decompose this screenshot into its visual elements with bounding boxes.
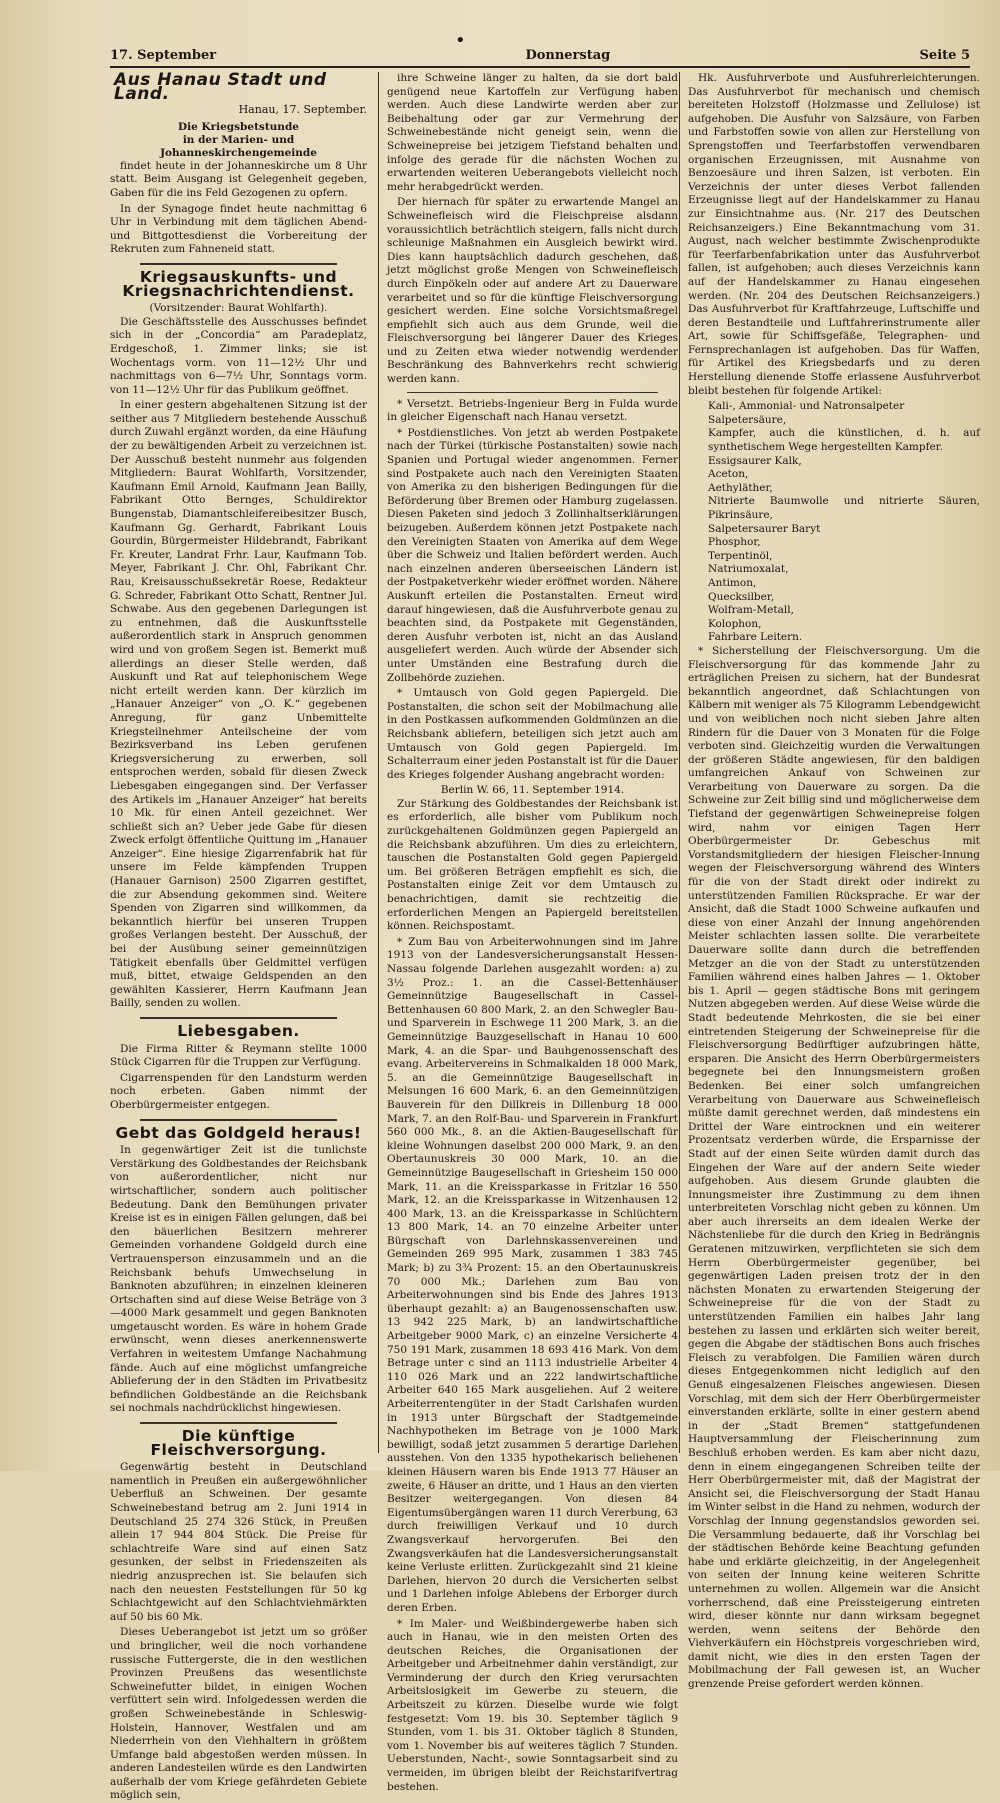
list-item: Antimon, — [708, 576, 757, 589]
page-header — [110, 44, 970, 68]
article-paragraph: Cigarrenspenden für den Landsturm werden noch erbeten. Gaben nimmt der Oberbürgermeister entgegen. — [110, 1071, 367, 1111]
list-item: Natriumoxalat, — [708, 563, 789, 576]
list-item: Fahrbare Leitern. — [708, 631, 803, 644]
header-date: 17. September — [110, 47, 217, 63]
list-item: Aceton, — [708, 468, 749, 481]
article-paragraph: In gegenwärtiger Zeit ist die tunlichste Verstärkung des Goldbestandes der Reichsbank von außerordentlicher, nicht nur wirtschaftlicher, sondern auch politischer Bedeutung. Dank den Bemühungen privater Kreise ist es in einigen Fällen gelungen, daß bei den bäuerlichen Besitzern mehrerer Gemeinden vorhandene Goldgeld durch eine Vertrauensperson einzusammeln und an die Reichsbank behufs Umwechselung in Banknoten abzuführen; in einzelnen kleineren Ortschaften sind auf diese Weise Beträge von 3—4000 Mark gesammelt und gegen Banknoten umgetauscht worden. Es wäre in hohem Grade erwünscht, wenn dieses anerkennenswerte Verfahren in weitestem Umfange Nachahmung fände. Auch auf eine möglichst umfangreiche Ablieferung der in den Städten im Privatbesitz befindlichen Goldbestände an die Reichsbank sei nochmals nachdrücklichst hingewiesen. — [110, 1144, 367, 1415]
export-ban-list — [688, 400, 980, 645]
article-byline: (Vorsitzender: Baurat Wohlfarth). — [149, 302, 328, 315]
article-paragraph: In der Synagoge findet heute nachmittag 6 Uhr in Verbindung mit dem täglichen Abend- und Bittgottesdienst die Vorbereitung der Rekruten zum Fahneneid statt. — [110, 202, 367, 256]
news-item: * Postdienstliches. Von jetzt ab werden Postpakete nach der Türkei (türkische Postanstalten) sowie nach Spanien und Portugal wieder angenommen. Ferner sind Postpakete auch nach den Vereinigten Staaten von Amerika zu den bisherigen Bedingungen für die Beförderung über Bremen oder Hamburg zugelassen. Diesen Paketen sind jedoch 3 Zollinhaltserklärungen beizugeben. Außerdem können jetzt Postpakete nach den Vereinigten Staaten von Amerika auf dem Wege über die Schweiz und Italien befördert werden. Auch nach einzelnen anderen überseeischen Ländern ist der Postpaketverkehr wieder eröffnet worden. Nähere Auskunft erteilen die Postanstalten. Erneut wird darauf hingewiesen, daß die Ausfuhrverbote genau zu beachten sind, da Postpakete mit Gegenständen, deren Ausfuhr verboten ist, nicht an das Ausland ausgeliefert werden. Auch würde der Absender sich unter Umständen eine Bestrafung durch die Zollbehörde zuziehen. — [387, 426, 678, 684]
list-item: Quecksilber, — [708, 590, 775, 603]
article-paragraph: Die Geschäftsstelle des Ausschusses befindet sich in der „Concordia“ am Paradeplatz, Erdgeschoß, 1. Zimmer links; sie ist Wochentags vorm. von 11—12½ Uhr und nachmittags von 6—7½ Uhr, Sonntags vorm. von 11—12½ Uhr für das Publikum geöffnet. — [110, 315, 367, 396]
column-2 — [378, 72, 678, 1793]
article-paragraph: Gegenwärtig besteht in Deutschland namentlich in Preußen ein außergewöhnlicher Ueberfluß an Schweinen. Der gesamte Schweinebestand betrug am 2. Juni 1914 in Deutschland 25 274 326 Stück, in Preußen allein 17 944 804 Stück. Die Preise für schlachtreife Ware sind auf einen Satz gesunken, der selbst in Friedenszeiten als niedrig anzusprechen ist. Sie belaufen sich nach den neuesten Feststellungen für 50 kg Schlachtgewicht auf den Schlachtviehmärkten auf 50 bis 60 Mk. — [110, 1461, 367, 1623]
header-weekday: Donnerstag — [525, 47, 611, 63]
news-item: * Sicherstellung der Fleischversorgung. Um die Fleischversorgung für das kommende Jahr zu erträglichen Preisen zu sichern, hat der Bundesrat bekanntlich angeordnet, daß Schlachtungen von Kälbern mit weniger als 75 Kilogramm Lebendgewicht und von weiblichen noch nicht sieben Jahre alten Rindern für die Dauer von 3 Monaten für die Folge verboten sind. Gleichzeitig wurden die Verwaltungen der größeren Städte angewiesen, für den baldigen umfangreichen Ankauf von Schweinen zur Verarbeitung von Dauerware zu sorgen. Da die Schweine zur Zeit billig sind und möglicherweise dem Tiefstand der gegenwärtigen Schweinepreise folgen wird, nahm vor einigen Tagen Herr Oberbürgermeister Dr. Gebeschus mit Vorstandsmitgliedern der hiesigen Fleischer-Innung wegen der Fleischversorgung während des Winters für die von der Stadt direkt oder indirekt zu unterstützenden Familien Rücksprache. Er war der Ansicht, daß die Stadt 1000 Schweine aufkaufen und diese von einer Anzahl der Innung angehörenden Meister schlachten lassen sollte. Die verarbeitete Dauerware sollte dann durch die betreffenden Metzger an die von der Stadt zu unterstützenden Familien während eines halben Jahres — 1. Oktober bis 1. April — gegen städtische Bons mit geringem Nutzen abgegeben werden. Auf diese Weise würde die Stadt bedeutende Mehrkosten, die sie bei einer eintretenden Steigerung der Schweinepreise für die Fleischversorgung Bedürftiger aufzubringen hätte, ersparen. Die Ansicht des Herrn Oberbürgermeisters begegnete bei den Innungsmeistern großen Bedenken. Bei einer solch umfangreichen Verarbeitung von Dauerware aus Schweinefleisch müßte damit gerechnet werden, daß mindestens ein Drittel der Ware eintrocknen und ein weiterer Prozentsatz verderben würde, die Ersparnisse der Stadt auf der einen Seite würden damit durch das Eingehen der Ware auf der andern Seite wieder aufgehoben. Aus diesem Grunde glaubten die Innungsmeister ihre Zustimmung zu dem ihnen unterbreiteten Vorschlag nicht geben zu können. Um aber auch ihrerseits an dem idealen Werke der Nächstenliebe für die durch den Krieg in Bedrängnis Geratenen mitzuwirken, verpflichteten sie sich dem Herrn Oberbürgermeister gegenüber, bei gegenwärtigen Laden preisen trotz der in den nächsten Monaten zu erwartenden Steigerung der Schweinepreise für die von der Stadt zu unterstützenden Familien ein halbes Jahr lang bestehen zu lassen und erklärten sich weiter bereit, gegen die Abgabe der städtischen Bons auch frisches Fleisch zu verabfolgen. Die Familien wären durch dieses Entgegenkommen nicht lediglich auf den Genuß eingesalzenen Fleisches angewiesen. Diesen Vorschlag, mit dem sich der Herr Oberbürgermeister einverstanden erklärte, sollte in einer gestern abend in der „Stadt Bremen“ stattgefundenen Hauptversammlung der Fleischerinnung zum Beschluß erhoben werden. Es kam aber nicht dazu, denn in einem eingegangenen Schreiben teilte der Herr Oberbürgermeister mit, daß der Magistrat der Ansicht sei, die Fleischversorgung der Stadt Hanau im Winter selbst in die Hand zu nehmen, wodurch der Vorschlag der Innung gegenstandslos geworden sei. Die Versammlung bedauerte, daß ihr Vorschlag bei der städtischen Behörde keine Beachtung gefunden habe und erklärte gleichzeitig, in der Angelegenheit von seiten der Innung keine weiteren Schritte unternehmen zu wollen. Allgemein war die Ansicht vorherrschend, daß eine Preissteigerung eintreten wird, dieser könnte nur dann wirksam begegnet werden, wenn seitens der Behörde den Viehverkäufern ein Höchstpreis vorgeschrieben wird, damit nicht, wie dies in den ersten Tagen der Mobilmachung der Fall gewesen ist, an Wucher grenzende Preise gefordert werden können. — [688, 644, 980, 1691]
list-item: Kampfer, auch die künstlichen, d. h. auf synthetischem Wege hergestellten Kampfer. — [708, 427, 980, 454]
column-3 — [679, 72, 980, 1691]
divider — [140, 1422, 337, 1424]
article-paragraph: ihre Schweine länger zu halten, da sie dort bald genügend neue Kartoffeln zur Verfügung haben werden. Auch diese Landwirte werden aber zur Beibehaltung oder gar zur Vermehrung der Schweinebestände nicht geneigt sein, wenn die Schweinepreise bei jetzigem Tiefstand behalten und infolge des gerade für die nächsten Wochen zu erwartenden weiteren Ueberangebots vielleicht noch mehr herabgedrückt werden. — [387, 72, 678, 193]
news-item: * Umtausch von Gold gegen Papiergeld. Die Postanstalten, die schon seit der Mobilmachung alle in den Postkassen aufkommenden Goldmünzen an die Reichsbank abliefern, beteiligen sich jetzt auch am Umtausch von Gold gegen Papiergeld. Im Schalterraum einer jeden Postanstalt ist für die Dauer des Krieges folgender Aushang angebracht worden: — [387, 687, 678, 781]
list-item: Nitrierte Baumwolle und nitrierte Säuren, Pikrinsäure, — [708, 495, 980, 521]
section-title: Aus Hanau Stadt und Land. — [114, 70, 327, 104]
article-subtitle: Die Kriegsbetstunde — [178, 120, 299, 133]
article-paragraph: Dieses Ueberangebot ist jetzt um so größer und bringlicher, weil die noch vorhandene russische Futtergerste, die in den westlichen Provinzen Preußens das wesentlichste Schweinefutter bildet, in einigen Wochen verfüttert sein wird. Infolgedessen werden die großen Schweinebestände in Schleswig-Holstein, Hannover, Westfalen und am Niederrhein von den Viehhaltern in größtem Umfange bald abgestoßen werden müssen. In anderen Landesteilen würde es den Landwirten außerhalb der vom Kriege gefährdeten Gebiete möglich sein, — [110, 1626, 367, 1802]
header-page-number: Seite 5 — [919, 47, 970, 63]
article-paragraph: Der hiernach für später zu erwartende Mangel an Schweinefleisch wird die Fleischpreise alsdann voraussichtlich beträchtlich steigern, falls nicht durch schleunige Maßnahmen ein Ausgleich bewirkt wird. Dies kann hauptsächlich dadurch geschehen, daß jetzt möglichst große Mengen von Schweinefleisch durch Einpökeln oder auf andere Art zu Dauerware verarbeitet und so für die künftige Fleischversorgung gesichert werden. Eine solche Vorsichtsmaßregel empfiehlt sich auch aus dem Grunde, weil die Fleischversorgung bei längerer Dauer des Krieges und zu Zeiten etwa wieder notwendig werdender Beschränkung des Bahnverkehrs recht schwierig werden kann. — [387, 196, 678, 386]
divider — [140, 263, 337, 265]
article-headline: Die künftige Fleischversorgung. — [150, 1427, 327, 1459]
news-item: * Im Maler- und Weißbindergewerbe haben sich auch in Hanau, wie in den meisten Orten des deutschen Reiches, die Organisationen der Arbeitgeber und Arbeitnehmer dahin verständigt, zur Verminderung der durch den Krieg verursachten Arbeitslosigkeit im Gewerbe zu steuern, die Arbeitszeit zu kürzen. Dieselbe wurde wie folgt festgesetzt: Vom 19. bis 30. September täglich 9 Stunden, vom 1. bis 31. Oktober täglich 8 Stunden, vom 1. November bis auf weiteres täglich 7 Stunden. Ueberstunden, Nacht-, sowie Sonntagsarbeit sind zu vermeiden, im übrigen bleibt der Reichstarifvertrag bestehen. — [387, 1617, 678, 1793]
list-item: Salpetersäure, — [708, 413, 787, 426]
dateline: Hanau, 17. September. — [238, 103, 367, 117]
news-item: * Zum Bau von Arbeiterwohnungen sind im Jahre 1913 von der Landesversicherungsanstalt Hessen-Nassau folgende Darlehen ausgezahlt worden: a) zu 3½ Proz.: 1. an die Cassel-Bettenhäuser Gemeinnützige Baugesellschaft in Cassel-Bettenhausen 60 800 Mark, 2. an den Schwegler Bau- und Sparverein in Eschwege 11 200 Mark, 3. an die Gemeinnützige Bauzgesellschaft in Hanau 10 600 Mark, 4. an die Spar- und Bauhgenossenschaft des evang. Arbeitervereins in Schmalkalden 18 000 Mark, 5. an die Gemeinnützige Baugesellschaft in Melsungen 16 600 Mark, 6. an den Gemeinnützigen Bauverein für den Dillkreis in Dillenburg 18 000 Mark, 7. an den Rolf-Bau- und Sparverein in Frankfurt 560 000 Mk., 8. an die Aktien-Baugesellschaft für kleine Wohnungen daselbst 200 000 Mark, 9. an den Obertaunuskreis 30 000 Mark, 10. an die Gemeinnützige Baugesellschaft in Griesheim 150 000 Mark, 11. an die Kreissparkasse in Fritzlar 16 550 Mark, 12. an die Kreissparkasse in Witzenhausen 12 400 Mark, 13. an die Kreissparkasse in Schlüchtern 13 800 Mark, 14. an 70 einzelne Arbeiter unter Bürgschaft von Darlehnskassenvereinen und Gemeinden 269 995 Mark, zusammen 1 383 745 Mark; b) zu 3¾ Prozent: 15. an den Obertaunuskreis 70 000 Mk.; Darlehen zum Bau von Arbeiterwohnungen sind bis Ende des Jahres 1913 überhaupt gezahlt: a) an Baugenossenschaften usw. 13 942 225 Mark, b) an landwirtschaftliche Arbeitgeber 9000 Mark, c) an einzelne Versicherte 4 750 191 Mark, zusammen 18 693 416 Mark. Von dem Betrage unter c sind an 1113 industrielle Arbeiter 4 110 026 Mark und an 222 landwirtschaftliche Arbeiter 640 165 Mark ausgeliehen. Auf 2 weitere Arbeiterrentengüter in der Stadt Carlshafen wurden in 1913 unter Bürgschaft der Stadtgemeinde Nachhypotheken im Betrage von je 1000 Mark bewilligt, sodaß jetzt zusammen 5 derartige Darlehen ausstehen. Von den 1335 hypothekarisch beliehenen kleinen Häusern waren bis Ende 1913 77 Häuser an zweite, 6 Häuser an dritte, und 1 Haus an den vierten Besitzer weitergegangen. Von diesen 84 Eigentumsübergängen waren 11 durch Vererbung, 63 durch freiwilligen Verkauf und 10 durch Zwangsverkauf hervorgerufen. Bei den Zwangsverkäufen hat die Landesversicherungsanstalt keine Verluste erlitten. Zurückgezahlt sind 21 kleine Darlehen, hiervon 20 durch die Versicherten selbst und 1 Darlehen infolge Ablebens der Erborger durch deren Erben. — [387, 935, 678, 1614]
notice-dateline: Berlin W. 66, 11. September 1914. — [440, 784, 625, 797]
article-paragraph: In einer gestern abgehaltenen Sitzung ist der seither aus 7 Mitgliedern bestehende Ausschuß durch Zuwahl ergänzt worden, da eine Häufung der zu bewältigenden Arbeit zu verzeichnen ist. Der Ausschuß besteht nunmehr aus folgenden Mitgliedern: Baurat Wohlfarth, Vorsitzender, Kaufmann Emil Arnold, Kaufmann Jean Bailly, Fabrikant Otto Bernges, Schuldirektor Bungenstab, Diamantschleifereibesitzer Busch, Kaufmann Gg. Gerhardt, Fabrikant Louis Gourdin, Bürgermeister Hildebrandt, Fabrikant Fr. Kreuter, Landrat Frhr. Laur, Kaufmann Tob. Meyer, Fabrikant J. Chr. Ohl, Fabrikant Chr. Rau, Kreisausschußsekretär Roese, Redakteur G. Schreder, Fabrikant Otto Schatt, Rentner Jul. Schwabe. Aus den gegebenen Darlegungen ist zu entnehmen, daß die Auskunftsstelle außerordentlich stark in Anspruch genommen wird und von großem Segen ist. Bemerkt muß allerdings an dieser Stelle werden, daß Auskunft und Rat auf telephonischem Wege nicht erteilt werden kann. Der kürzlich im „Hanauer Anzeiger“ von „O. K.“ gegebenen Anregung, für ganz Unbemittelte Kriegsteilnehmer Anteilscheine der vom Bezirksverband ins Leben gerufenen Kriegsversicherung zu erwerben, soll entsprochen werden, sobald für diesen Zweck Liebesgaben eingegangen sind. Der Verfasser des Artikels im „Hanauer Anzeiger“ hat bereits 10 Mk. für einen Anteil gezeichnet. Wer schließt sich an? Ueber jede Gabe für diesen Zweck erfolgt öffentliche Quittung im „Hanauer Anzeiger“. Eine hiesige Zigarrenfabrik hat für unsere im Felde kämpfenden Truppen (Hanauer Garnison) 2500 Zigarren gestiftet, die zur Absendung gekommen sind. Weitere Spenden von Zigarren sind willkommen, da bekanntlich hierfür bei unseren Truppen großes Verlangen besteht. Der Ausschuß, der bei der Ausübung seiner gemeinnützigen Tätigkeit ebenfalls über Geldmittel verfügen muß, bittet, etwaige Geldspenden an den gewählten Kassierer, Herrn Kaufmann Jean Bailly, senden zu wollen. — [110, 399, 367, 1010]
article-headline: Gebt das Goldgeld heraus! — [115, 1123, 362, 1142]
list-item: Essigsaurer Kalk, — [708, 454, 802, 467]
article-headline: Kriegsauskunfts- und Kriegsnachrichtendienst. — [122, 267, 355, 300]
article-paragraph: Die Firma Ritter & Reymann stellte 1000 Stück Cigarren für die Truppen zur Verfügung. — [110, 1042, 367, 1069]
column-1 — [110, 70, 367, 1802]
news-item: Hk. Ausfuhrverbote und Ausfuhrerleichterungen. Das Ausfuhrverbot für mechanisch und chemisch bereiteten Holzstoff (Holzmasse und Zellulose) ist aufgehoben. Die Ausfuhr von Salzsäure, von Farben und Farbstoffen sowie von allen zur Herstellung von Sprengstoffen und Teerfarbstoffen verwendbaren organischen Erzeugnissen, mit Ausnahme von Benzoesäure und ihren Salzen, ist verboten. Ein Verzeichnis der unter dieses Verbot fallenden Erzeugnisse liegt auf der Handelskammer zu Hanau zur Einsichtnahme aus. (Nr. 217 des Deutschen Reichsanzeigers.) Eine Bekanntmachung vom 31. August, nach welcher bestimmte Zwischenprodukte für Teerfarbenfabrikation unter das Ausfuhrverbot fallen, ist aufgehoben; auch dieses Verzeichnis kann auf der Handelskammer zu Hanau eingesehen werden. (Nr. 204 des Deutschen Reichsanzeigers.) Das Ausfuhrverbot für Kraftfahrzeuge, Luftschiffe und deren Bestandteile und Luftfahrerinstrumente aller Art, sowie für Schiffsgefäße, Telegraphen- und Fernsprechanlagen ist aufgehoben. Das für Waffen, für Artikel des Kriegsbedarfs und zu deren Herstellung dienende Stoffe erlassene Ausfuhrverbot bleibt bestehen für folgende Artikel: — [688, 72, 980, 397]
list-item: Phosphor, — [708, 536, 761, 549]
list-item: Aethyläther, — [708, 481, 773, 494]
list-item: Kali-, Ammonial- und Natronsalpeter — [708, 400, 905, 413]
article-paragraph: findet heute in der Johanneskirche um 8 Uhr statt. Beim Ausgang ist Gelegenheit gegeben, Gaben für die ins Feld Gezogenen zu opfern. — [110, 159, 367, 199]
news-item: * Versetzt. Betriebs-Ingenieur Berg in Fulda wurde in gleicher Eigenschaft nach Hanau versetzt. — [387, 397, 678, 424]
article-headline: Liebesgaben. — [177, 1022, 300, 1040]
list-item: Salpetersaurer Baryt — [708, 522, 821, 535]
list-item: Kolophon, — [708, 617, 762, 630]
divider — [407, 392, 658, 393]
list-item: Wolfram-Metall, — [708, 604, 794, 617]
article-subtitle-2: in der Marien- und Johanneskirchengemeinde — [160, 133, 317, 159]
notice-text: Zur Stärkung des Goldbestandes der Reichsbank ist es erforderlich, alle bisher vom Publikum noch zurückgehaltenen Goldmünzen gegen Papiergeld an die Reichsbank abzuführen. Um dies zu erleichtern, tauschen die Postanstalten Gold gegen Papiergeld um. Bei größeren Beträgen empfiehlt es sich, die Postanstalten einige Zeit vor dem Umtausch zu benachrichtigen, damit sie rechtzeitig die erforderlichen Mengen an Papiergeld bereitstellen können. Reichspostamt. — [387, 797, 678, 933]
divider — [140, 1119, 337, 1121]
divider — [140, 1017, 337, 1019]
page-dot: • — [455, 30, 466, 51]
list-item: Terpentinöl, — [708, 549, 773, 562]
